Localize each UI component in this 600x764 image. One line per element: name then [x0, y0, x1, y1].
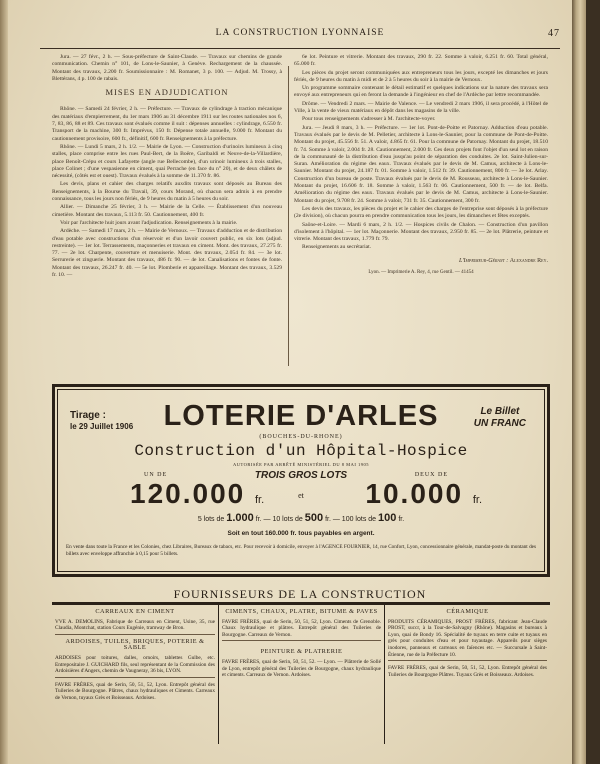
article-allier: Allier. — Dimanche 25 février, 3 h. — Mairie de la Celle. — Établissement d'un nouveau cimetière. Montant des travaux, 5.113 fr. 50. Cautionnement, 400 fr.	[52, 204, 282, 218]
article-drome-note: Pour tous renseignements s'adresser à M. l'architecte-voyer.	[302, 116, 436, 123]
tirage-label: Tirage :	[70, 410, 106, 421]
publication-title: LA CONSTRUCTION LYONNAISE	[215, 28, 385, 38]
article-jura-2-devis: Les devis des travaux, les pièces du projet et le cahier des charges de l'entreprise sont déposés à la préfecture (2e division), où chacun pourra en prendre communication tous les jours, les dimanches et fêtes exceptés.	[294, 205, 548, 220]
lots-c-label: fr. — 100 lots de	[325, 516, 377, 523]
article-allier-note: Voir par l'architecte huit jours avant l'adjudication. Renseignements à la mairie.	[60, 219, 238, 226]
running-head	[40, 28, 560, 46]
lots-a-value: 1.000	[226, 512, 254, 524]
minor-lots	[58, 512, 544, 524]
heading-peinture: PEINTURE & PLATRERIE	[260, 648, 343, 656]
section-title: MISES EN ADJUDICATION	[52, 89, 282, 100]
binding-gutter	[0, 0, 8, 764]
lottery-total: Soit en tout 160.000 fr. tous payables en argent.	[227, 530, 375, 537]
column-divider	[288, 66, 289, 366]
second-prize-value: 10.000	[365, 478, 464, 509]
suppliers-column-2	[218, 605, 384, 744]
lottery-advertisement	[52, 384, 550, 577]
lots-c-currency: fr.	[398, 516, 405, 523]
ticket-price-value: UN FRANC	[473, 418, 526, 429]
tirage-date: le 29 Juillet 1906	[70, 422, 134, 431]
supplier-favre-4: FAVRE FRÈRES, quai de Serin, 50, 51, 52, Lyon. Entrepôt général des Tuileries de Bourgogne Plâtres. Tuyaux Grès et Boisseaux. Ardoises.	[388, 665, 547, 678]
heading-ceramique: CÉRAMIQUE	[446, 608, 489, 615]
suppliers-grid	[52, 602, 550, 744]
lottery-authorization: AUTORISÉE PAR ARRÊTÉ MINISTÉRIEL DU 8 MAI 1905	[233, 462, 369, 467]
signature-label: L'Imprimeur-Gérant :	[458, 257, 509, 264]
article-jura-2: Jura. — Jeudi 8 mars, 3 h. — Préfecture. — 1er lot. Pont-de-Poitte et Patornay. Adduction d'eau potable. Travaux évalués par le devis de M. Pelletier, architecte à Lons-le-Saunier, pour la commune de Pont-de-Poitte. Montant du projet, 45.556 fr. 51. A valoir, 4.865 fr. 61. Pour la commune de Patornay. Montant du projet, 18.510 fr. 74. Somme à valoir, 2.004 fr. 28. Cautionnement, 2.000 fr. Ces deux projets font l'objet d'un seul lot en raison de la communauté de la distribution d'eau jusqu'au point de séparation des conduites. 2e lot. Saint-Julien-sur-Suran. Amélioration du régime des eaux. Travaux évalués par le devis de M. Camus, architecte à Lons-le-Saunier. Montant du projet, 24.187 fr. 01. Somme à valoir, 1.512 fr. 39. Cautionnement, 800 fr. — 3e lot. Arlay. Construction d'un bureau de poste. Travaux évalués par le devis de M. Rousseau, architecte à Lons-le-Saunier. Montant du projet, 16.606 fr. 18. Somme à valoir, 1.563 fr. 06. Cautionnement, 500 fr. — 4e lot. Belfa. Amélioration du régime des eaux. Travaux évalués par le devis de M. Camus, architecte à Lons-le-Saunier. Montant du projet, 9.708 fr. 24. Somme à valoir, 731 fr. 35. Cautionnement, 300 fr.	[294, 124, 548, 204]
signature	[294, 258, 548, 265]
supplier-prost: PRODUITS CÉRAMIQUES, PROST FRÈRES, fabricant Jean-Claude PROST, succr, à la Tour-de-Salvagny (Rhône). Magasins et bureaux à Lyon, quai de Bondy 16. Spécialité de tuyaux en terre cuite et tuyaux en grès pour conduites d'eau et pour tuyautage. Appareils pour sièges inodores, panneaux et carreaux en faïences etc. — Succursale à Saint-Étienne, rue de la Préfecture 10.	[388, 619, 547, 662]
supplier-guichard: ARDOISES pour toitures, dalles, ornoirs, tablettes Gulbe, etc. Entrepositaire J. GUICHARD fils, seul représentant de la Commission des Ardoisières d'Angers, chemin de Vaugneray, 36 bis, LYON.	[55, 655, 215, 678]
page-edge	[572, 0, 586, 764]
article-ardeche: Ardèche. — Samedi 17 mars, 2 h. — Mairie de Vernoux. — Travaux d'adduction et de distribution d'eau potable avec constructions d'un réservoir et d'un lavoir couvert public, en six lots (adjud. restreinte). — 1er lot. Terrassements, maçonneries et travaux en ciment. Mont. des travaux, 27.275 fr. 77. — 2e lot. Charpente, couverture et menuiserie. Mont. des travaux, 2.054 fr. 84. — 3e lot. Serrurerie et zinguerie. Montant des travaux, 486 fr. 90. — 4e lot. Canalisations et fontes de fonte. Montant des travaux, 26.247 fr. 40. — 5e lot. Plomberie et appareillage. Montant des travaux, 3.529 fr. 10. —	[52, 228, 282, 279]
right-column	[294, 54, 548, 372]
lots-a-label: 5 lots de	[197, 516, 225, 523]
lots-b-value: 500	[304, 512, 324, 524]
article-jura-intro: Jura. — 27 févr., 2 h. — Sous-préfecture de Saint-Claude. — Travaux sur chemins de grande communication. Chemin n° 101, de Lons-le-Saunier, à Genève. Rechargement de la chaussée. Montant des travaux, 2.200 fr. Soumissionnaire : M. Romanet, 3 p. 100. — Adjud. M. Trossy, à Blettérans, 4 p. 100 de rabais.	[52, 54, 282, 82]
supplier-favre-2: FAVRE FRÈRES, quai de Serin, 50, 51, 52, Lyon. Ciments de Grenoble. Chaux hydraulique et plâtres. Entrepôt général des Tuileries de Bourgogne. Carreaux de Vernon.	[222, 619, 381, 642]
article-drome: Drôme. — Vendredi 2 mars. — Mairie de Valence. — Le vendredi 2 mars 1906, il sera procédé, à l'Hôtel de Ville, à la vente de vieux matériaux en dépôt dans les magasins de la ville.	[294, 100, 548, 115]
deux-de-label: DEUX DE	[414, 472, 448, 478]
lottery-footer: En vente dans toute la France et les Colonies, chez Libraires, Bureaux de tabacs, etc. Pour recevoir à domicile, envoyer à l'AGENCE FOURNIER, 14, rue Confort, Lyon, concessionnaire générale, mandat-poste du montant des billets avec enveloppe affranchie à 0,15 pour 5 billets.	[66, 544, 536, 557]
second-prize-currency: fr.	[472, 494, 482, 506]
article-saone-note: Renseignements au secrétariat.	[302, 244, 372, 251]
suppliers-title: FOURNISSEURS DE LA CONSTRUCTION	[173, 587, 427, 601]
supplier-favre-3: FAVRE FRÈRES, quai de Serin, 50, 51, 52. — Lyon. — Plâtrerie de Sollé de Lyon, entrepôt général des Tuileries de Bourgogne, chaux hydraulique et ciments. Carreaux de Vernon. Ardoises.	[222, 658, 381, 679]
article-rhone-1: Rhône. — Samedi 24 février, 2 h. — Préfecture. — Travaux de cylindrage à traction mécanique des matériaux d'empierrement, du 1er mars 1906 au 31 décembre 1911 sur les routes nationales nos 6, 7, 83, 86, 88 et 89. Ces travaux sont évalués comme il suit : dépenses annuelles : cylindrage, 6.550 fr. Transport de la machine, 300 fr. Imprévus, 150 fr. Dépense totale annuelle, 9.000 fr. Montant du cautionnement provisoire, 600 fr., définitif, 600 fr. Renseignements à la préfecture.	[52, 106, 282, 142]
article-rhone-2: Rhône. — Lundi 5 mars, 2 h. 1/2. — Mairie de Lyon. — Construction d'urinoirs lumineux à cinq stalles, place comprise entre les rues Paul-Bert, de la Boëre, Garibaldi et Neuve-de-la-Villardière, place Benoît-Crépu et cours Lafayette (angle rue Bellecombe), d'un urinoir lumineux à trois stalles, place Colinet ; d'une vespasienne en ciment, quai Perrache (en face du n° 20), et de deux châlets de nécessité, (côtés est et ouest). Travaux évalués à la somme de 11.370 fr. 86.	[52, 143, 282, 180]
article-rhone-2-details: Les devis, plans et cahier des charges relatifs auxdits travaux sont déposés au Bureau des Renseignements, à la Bourse du Travail, 39, cours Morand, où chacun sera admis à en prendre connaissance, tous les jours non fériés, de 9 heures du matin à 5 heures du soir.	[52, 181, 282, 203]
lottery-purpose: Construction d'un Hôpital-Hospice	[134, 442, 468, 460]
ticket-price	[474, 406, 526, 430]
left-column	[52, 54, 282, 372]
imprint: Lyon. — Imprimerie A. Rey, 4, rue Gentil. — 41454	[368, 270, 474, 276]
suppliers-column-1	[52, 605, 218, 744]
header-rule	[40, 48, 560, 49]
lots-b-label: fr. — 10 lots de	[255, 516, 303, 523]
lottery-title: LOTERIE D'ARLES	[163, 400, 439, 432]
lottery-region: (BOUCHES-DU-RHONE)	[259, 434, 343, 440]
big-prize-value: 120.000	[130, 478, 246, 509]
page-number: 47	[548, 28, 560, 39]
ticket-price-label: Le Billet	[480, 406, 520, 417]
second-prize	[365, 478, 482, 510]
lottery-ad-frame	[57, 389, 545, 572]
big-prize-currency: fr.	[255, 494, 265, 506]
et-connector: et	[298, 491, 304, 500]
supplier-favre-1: FAVRE FRÈRES, quai de Serin, 50, 51, 52, Lyon. Entrepôt général des Tuileries de Bourgogne. Plâtres, chaux hydrauliques et Ciments. Carreaux de Vernon, tuyaux Grès et Boisseaux. Ardoises.	[55, 681, 215, 701]
signature-name: Alexandre Rey.	[509, 257, 548, 264]
article-ardeche-programme: Un programme sommaire contenant le détail estimatif et quelques indications sur la nature des travaux sera envoyé aux entrepreneurs qui en feront la demande à l'ingénieur en chef de l'Ardèche par lettre recommandée.	[294, 85, 548, 99]
lots-c-value: 100	[378, 512, 397, 524]
supplier-demolins: VVE A. DEMOLINS, Fabrique de Carreaux en Ciment, Usine, 35, rue Claudia, Montchat, station Cours Eugénie, tramway de Bron.	[55, 619, 215, 635]
heading-ardoises: ARDOISES, TUILES, BRIQUES, POTERIE & SABLE	[65, 637, 205, 652]
article-ardeche-cont: 6e lot. Peinture et vitrerie. Montant des travaux, 290 fr. 22. Somme à valoir, 6.251 fr. 60. Total général, 65.000 fr.	[294, 54, 548, 68]
article-saone-et-loire: Saône-et-Loire. — Mardi 6 mars, 2 h. 1/2. — Hospices civils de Chalon. — Construction d'un pavillon d'isolement à l'hôpital. — 1er lot. Maçonnerie. Montant des travaux, 2.950 fr. 85. — 2e lot. Plâtrerie, peinture et vitrerie. Montant des travaux, 1.779 fr. 79.	[294, 221, 548, 243]
article-ardeche-pieces: Les pièces du projet seront communiquées aux entrepreneurs tous les jours, excepté les dimanches et jours fériés, de 9 heures du matin à midi et de 2 à 5 heures du soir à la mairie de Vernoux.	[294, 69, 548, 83]
un-de-label: UN DE	[144, 472, 168, 478]
suppliers-column-3	[384, 605, 550, 744]
heading-carreaux: CARREAUX EN CIMENT	[95, 608, 175, 615]
heading-ciments: CIMENTS, CHAUX, PLATRE, BITUME & PAVES	[225, 608, 378, 615]
trois-gros-lots: TROIS GROS LOTS	[254, 470, 348, 481]
